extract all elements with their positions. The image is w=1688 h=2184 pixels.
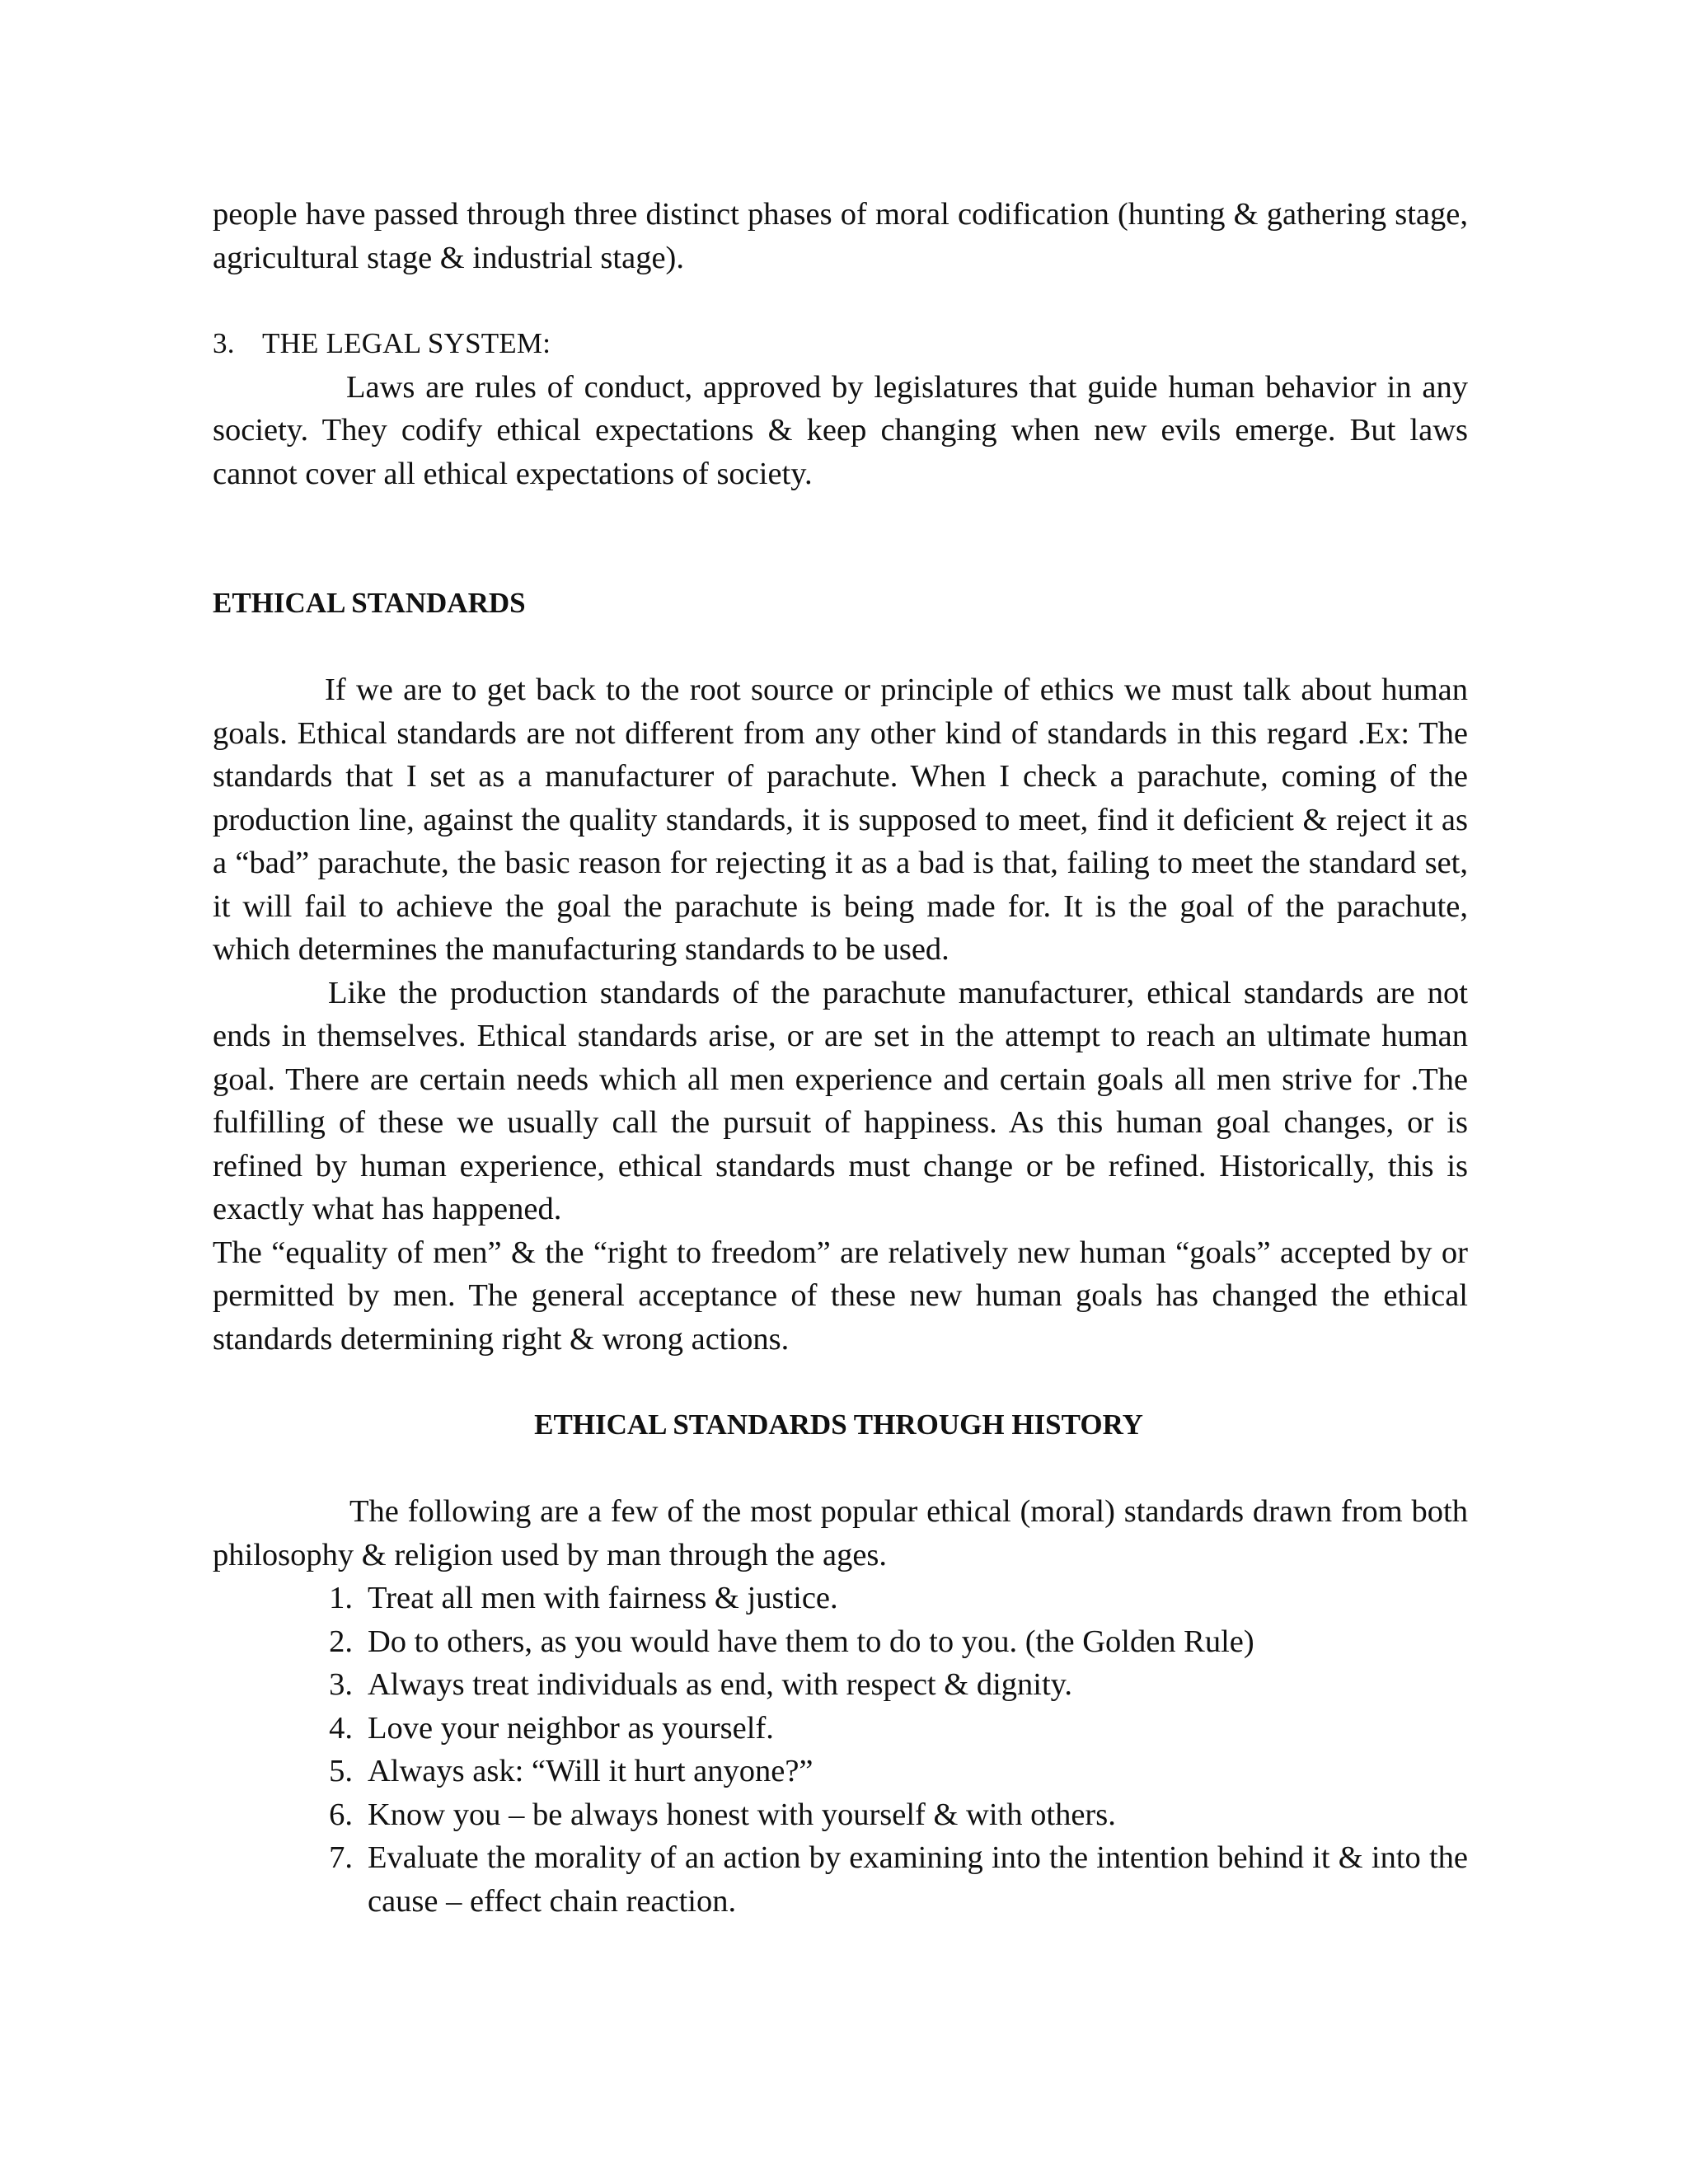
list-item-number: 3.: [329, 1667, 353, 1702]
intro-paragraph: people have passed through three distinct phases of moral codification (hunting & gathering stage, agricultural stage & industrial stage).: [213, 197, 1468, 275]
ethical-standards-heading: ETHICAL STANDARDS: [213, 587, 526, 619]
spacer: [213, 626, 1468, 669]
history-heading: ETHICAL STANDARDS THROUGH HISTORY: [534, 1408, 1143, 1441]
list-item-text: Treat all men with fairness & justice.: [368, 1581, 838, 1615]
list-item: [213, 1663, 1468, 1707]
standards-list: [213, 1577, 1468, 1923]
list-item: [213, 1836, 1468, 1923]
spacer: [213, 1447, 1468, 1491]
list-item-number: 1.: [329, 1581, 353, 1615]
ethical-standards-paragraph-1: If we are to get back to the root source or principle of ethics we must talk about human goals. Ethical standards are not different from any other kind of standards in this regard .Ex: The standards that I set as a manufacturer of parachute. When I check a parachute, coming of the production line, against the quality standards, it is supposed to meet, find it deficient & reject it as a “bad” parachute, the basic reason for rejecting it as a bad is that, failing to meet the standard set, it will fail to achieve the goal the parachute is being made for. It is the goal of the parachute, which determines the manufacturing standards to be used.: [213, 673, 1468, 967]
list-item-number: 7.: [329, 1840, 353, 1875]
list-item-text: Love your neighbor as yourself.: [368, 1710, 774, 1746]
list-item-text: Always ask: “Will it hurt anyone?”: [368, 1754, 814, 1788]
list-item: [213, 1577, 1468, 1620]
list-item: [213, 1793, 1468, 1837]
history-intro-paragraph: The following are a few of the most popular ethical (moral) standards drawn from both philosophy & religion used by man through the ages.: [213, 1494, 1468, 1572]
list-item: [213, 1620, 1468, 1664]
legal-system-number: 3.: [213, 327, 235, 359]
legal-system-title: THE LEGAL SYSTEM:: [262, 327, 551, 359]
list-item-number: 4.: [329, 1710, 353, 1746]
list-item-number: 2.: [329, 1624, 353, 1659]
list-item-text: Evaluate the morality of an action by examining into the intention behind it & into the cause – effect chain reaction.: [368, 1840, 1468, 1919]
list-item: [213, 1750, 1468, 1793]
list-item-text: Always treat individuals as end, with respect & dignity.: [368, 1667, 1073, 1702]
ethical-standards-paragraph-3: The “equality of men” & the “right to freedom” are relatively new human “goals” accepted by or permitted by men. The general acceptance of these new human goals has changed the ethical standards determining right & wrong actions.: [213, 1235, 1468, 1357]
legal-system-paragraph: Laws are rules of conduct, approved by legislatures that guide human behavior in any society. They codify ethical expectations & keep changing when new evils emerge. But laws cannot cover all ethical expectations of society.: [213, 369, 1468, 491]
document-page: [213, 193, 1468, 1923]
list-item-number: 6.: [329, 1797, 353, 1832]
list-item-text: Do to others, as you would have them to do to you. (the Golden Rule): [368, 1624, 1254, 1659]
list-item: [213, 1707, 1468, 1750]
list-item-number: 5.: [329, 1754, 353, 1788]
ethical-standards-paragraph-2: Like the production standards of the parachute manufacturer, ethical standards are not ends in themselves. Ethical standards arise, or are set in the attempt to reach an ultimate human goal. There are certain needs which all men experience and certain goals all men strive for .The fulfilling of these we usually call the pursuit of happiness. As this human goal changes, or is refined by human experience, ethical standards must change or be refined. Historically, this is exactly what has happened.: [213, 975, 1468, 1226]
list-item-text: Know you – be always honest with yourself & with others.: [368, 1797, 1116, 1832]
legal-system-heading: [213, 322, 1468, 366]
